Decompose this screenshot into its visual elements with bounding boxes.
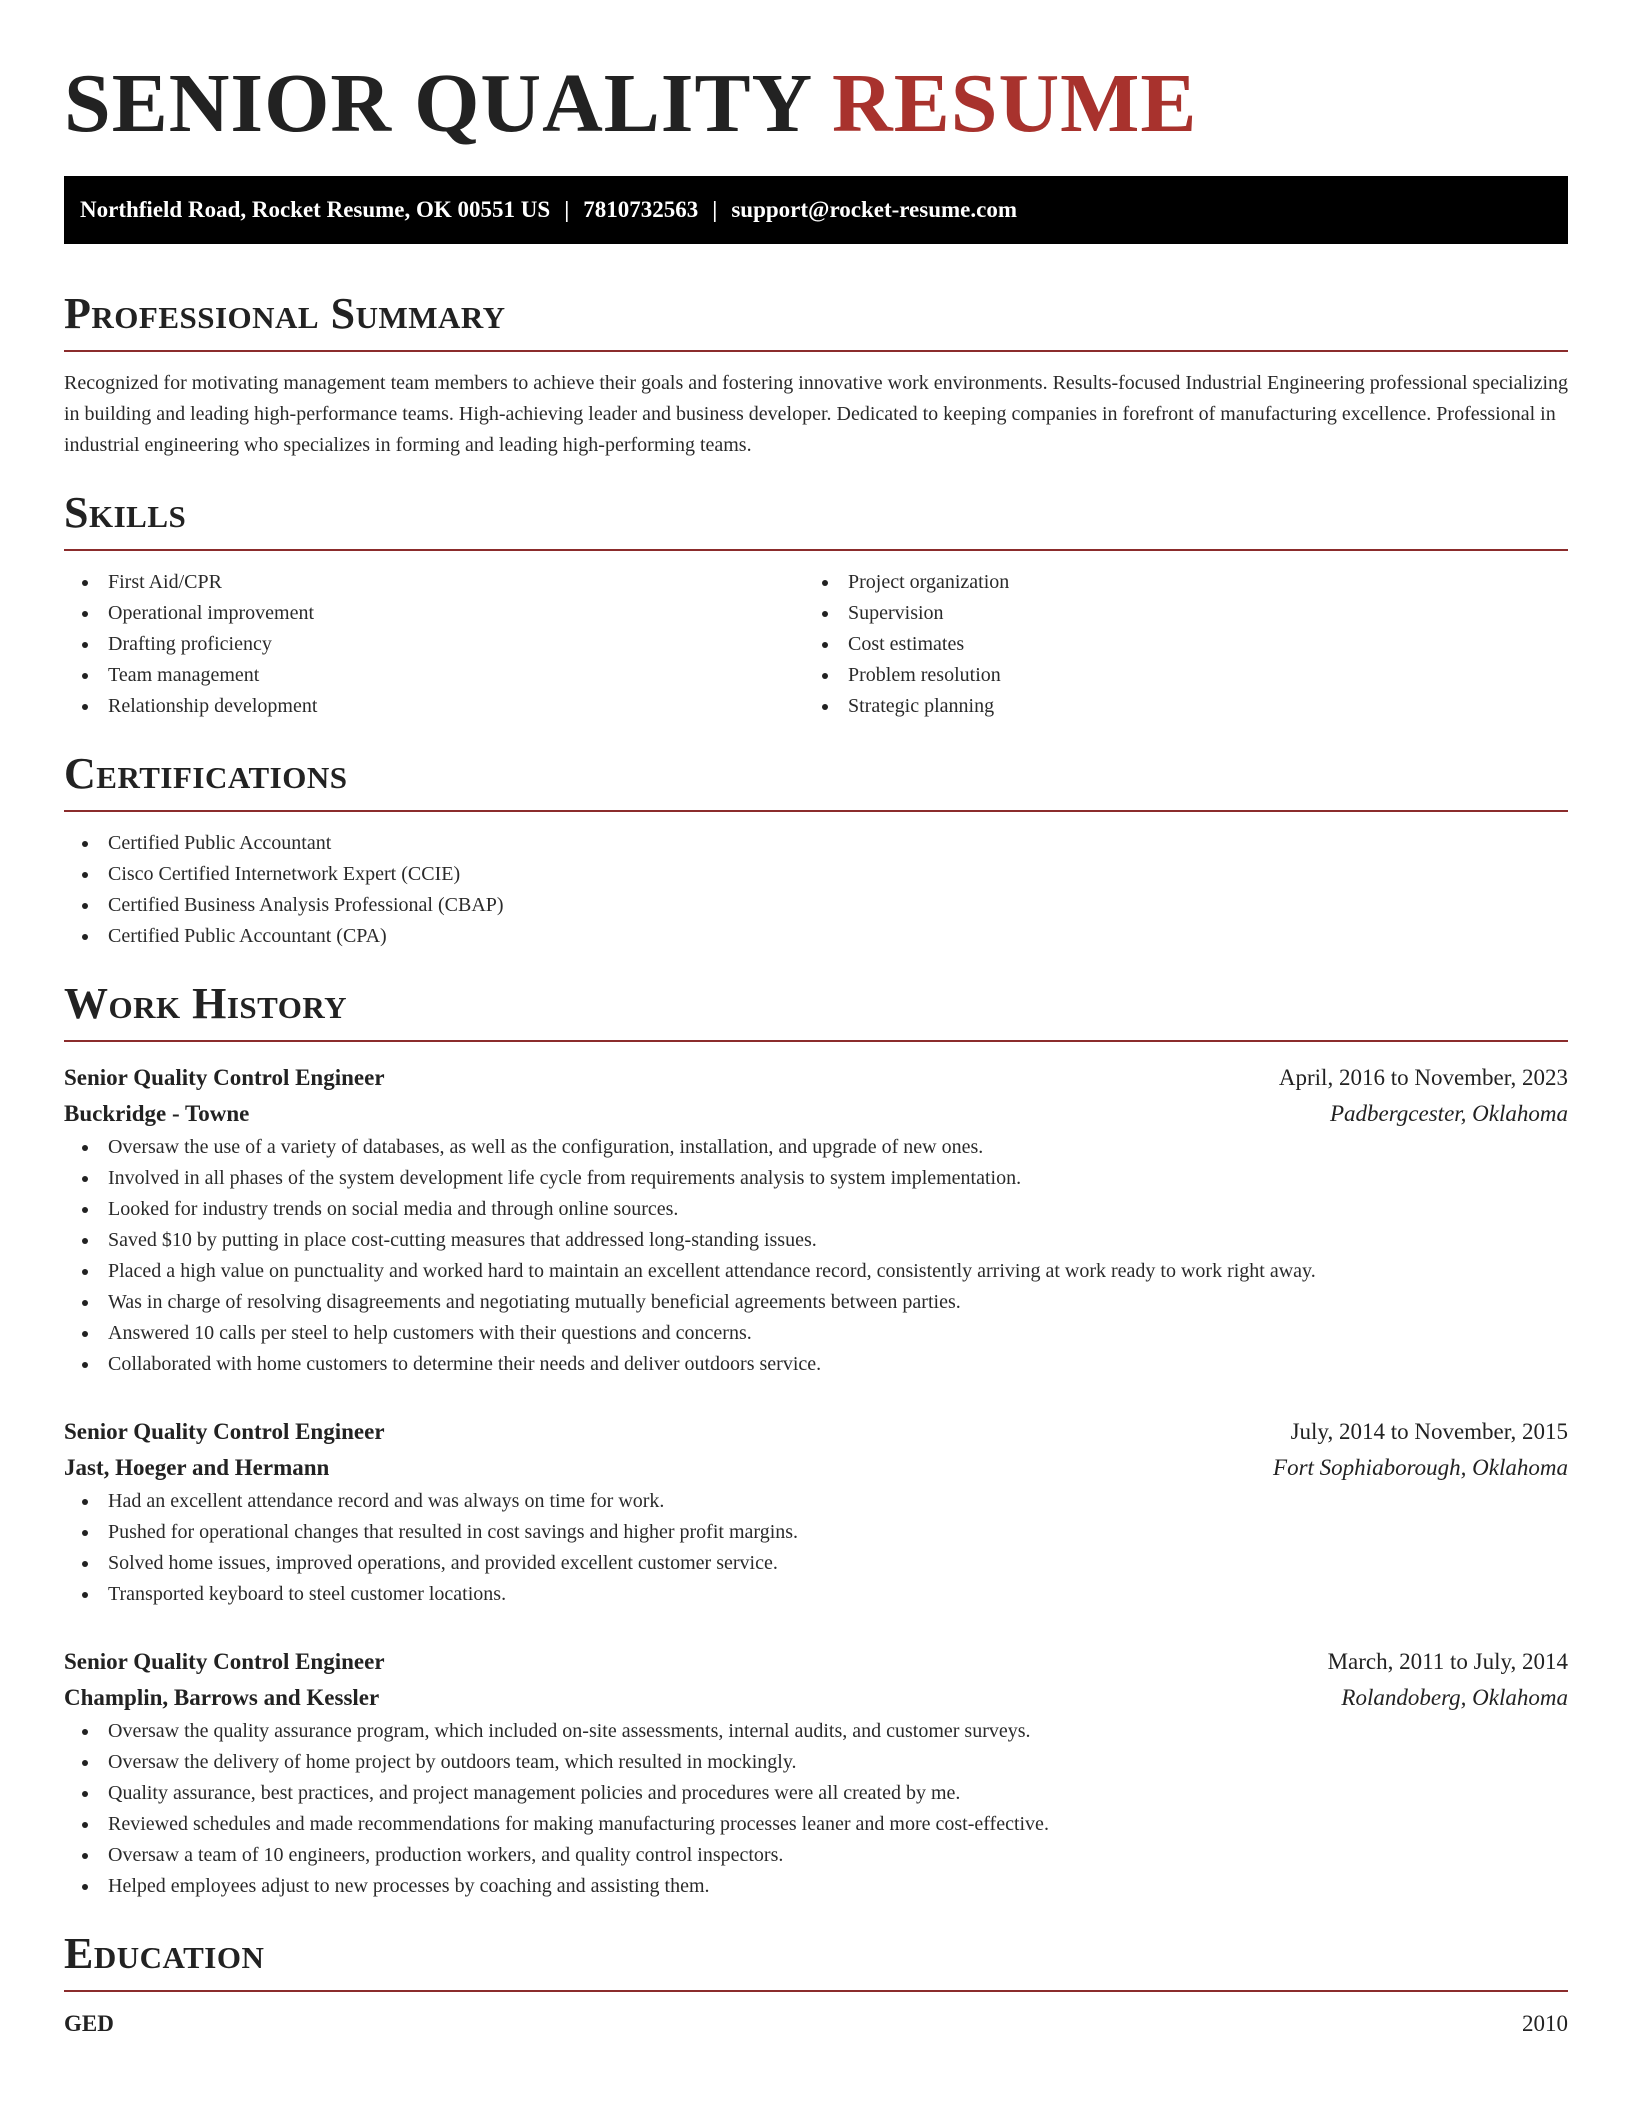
skills-column-left xyxy=(64,567,804,722)
skill-item: First Aid/CPR xyxy=(64,567,804,598)
job-entry xyxy=(64,1414,1568,1610)
job-company: Champlin, Barrows and Kessler xyxy=(64,1685,380,1710)
job-dates: March, 2011 to July, 2014 xyxy=(1327,1649,1568,1674)
contact-address: Northfield Road, Rocket Resume, OK 00551 US xyxy=(80,197,551,222)
section-divider xyxy=(64,549,1568,551)
contact-separator: | xyxy=(712,197,718,222)
contact-phone: 7810732563 xyxy=(583,197,699,222)
job-bullet: Looked for industry trends on social media and through online sources. xyxy=(64,1194,1568,1225)
certifications-heading: Certifications xyxy=(64,749,348,798)
job-location: Fort Sophiaborough, Oklahoma xyxy=(1273,1455,1568,1480)
name-last: RESUME xyxy=(832,57,1198,150)
contact-bar xyxy=(64,176,1568,244)
job-bullet: Solved home issues, improved operations, and provided excellent customer service. xyxy=(64,1548,1568,1579)
job-dates: July, 2014 to November, 2015 xyxy=(1290,1419,1568,1444)
certification-item: Certified Public Accountant xyxy=(64,828,1568,859)
skill-item: Project organization xyxy=(804,567,1544,598)
job-dates: April, 2016 to November, 2023 xyxy=(1278,1065,1568,1090)
summary-section xyxy=(64,288,1568,461)
job-bullet: Had an excellent attendance record and was always on time for work. xyxy=(64,1486,1568,1517)
job-bullet: Was in charge of resolving disagreements and negotiating mutually beneficial agreements between parties. xyxy=(64,1287,1568,1318)
job-bullet: Collaborated with home customers to determine their needs and deliver outdoors service. xyxy=(64,1349,1568,1380)
job-company: Jast, Hoeger and Hermann xyxy=(64,1455,330,1480)
section-divider xyxy=(64,1040,1568,1042)
job-location: Padbergcester, Oklahoma xyxy=(1329,1101,1568,1126)
education-year: 2010 xyxy=(1522,2011,1568,2036)
summary-heading: Professional Summary xyxy=(64,289,506,338)
certification-item: Cisco Certified Internetwork Expert (CCIE) xyxy=(64,859,1568,890)
contact-email: support@rocket-resume.com xyxy=(731,197,1017,222)
job-bullets xyxy=(64,1486,1568,1610)
summary-text: Recognized for motivating management team members to achieve their goals and fostering innovative work environments. Results-focused Industrial Engineering professional specializing in building and leading high-performance teams. High-achieving leader and business developer. Dedicated to keeping companies in forefront of manufacturing excellence. Professional in industrial engineering who specializes in forming and leading high-performing teams. xyxy=(64,372,1569,456)
work-history-heading: Work History xyxy=(64,979,348,1028)
resume-name xyxy=(64,0,1568,154)
education-heading: Education xyxy=(64,1929,265,1978)
skills-column-right xyxy=(804,567,1544,722)
job-bullet: Transported keyboard to steel customer locations. xyxy=(64,1579,1568,1610)
skill-item: Problem resolution xyxy=(804,660,1544,691)
job-title: Senior Quality Control Engineer xyxy=(64,1065,385,1090)
job-bullet: Helped employees adjust to new processes by coaching and assisting them. xyxy=(64,1871,1568,1902)
skill-item: Team management xyxy=(64,660,804,691)
certifications-section xyxy=(64,748,1568,952)
certification-item: Certified Business Analysis Professional (CBAP) xyxy=(64,890,1568,921)
job-bullet: Pushed for operational changes that resulted in cost savings and higher profit margins. xyxy=(64,1517,1568,1548)
section-divider xyxy=(64,350,1568,352)
education-section xyxy=(64,1928,1568,2042)
job-bullet: Oversaw a team of 10 engineers, production workers, and quality control inspectors. xyxy=(64,1840,1568,1871)
job-bullet: Quality assurance, best practices, and project management policies and procedures were all created by me. xyxy=(64,1778,1568,1809)
job-title: Senior Quality Control Engineer xyxy=(64,1419,385,1444)
skill-item: Drafting proficiency xyxy=(64,629,804,660)
job-bullet: Involved in all phases of the system development life cycle from requirements analysis to system implementation. xyxy=(64,1163,1568,1194)
job-bullet: Placed a high value on punctuality and worked hard to maintain an excellent attendance record, consistently arriving at work ready to work right away. xyxy=(64,1256,1568,1287)
job-bullet: Answered 10 calls per steel to help customers with their questions and concerns. xyxy=(64,1318,1568,1349)
job-bullet: Oversaw the delivery of home project by outdoors team, which resulted in mockingly. xyxy=(64,1747,1568,1778)
job-bullets xyxy=(64,1132,1568,1380)
skill-item: Relationship development xyxy=(64,691,804,722)
job-title: Senior Quality Control Engineer xyxy=(64,1649,385,1674)
skill-item: Operational improvement xyxy=(64,598,804,629)
job-location: Rolandoberg, Oklahoma xyxy=(1341,1685,1568,1710)
education-degree: GED xyxy=(64,2011,114,2036)
section-divider xyxy=(64,810,1568,812)
job-bullets xyxy=(64,1716,1568,1902)
work-history-section xyxy=(64,978,1568,1902)
skill-item: Supervision xyxy=(804,598,1544,629)
skills-grid xyxy=(64,567,1568,722)
job-bullet: Reviewed schedules and made recommendations for making manufacturing processes leaner and more cost-effective. xyxy=(64,1809,1568,1840)
skills-section xyxy=(64,487,1568,722)
job-entry xyxy=(64,1644,1568,1902)
job-company: Buckridge - Towne xyxy=(64,1101,250,1126)
job-entry xyxy=(64,1060,1568,1380)
job-bullet: Saved $10 by putting in place cost-cutting measures that addressed long-standing issues. xyxy=(64,1225,1568,1256)
contact-separator: | xyxy=(564,197,570,222)
job-bullet: Oversaw the use of a variety of databases, as well as the configuration, installation, and upgrade of new ones. xyxy=(64,1132,1568,1163)
certifications-list xyxy=(64,828,1568,952)
job-bullet: Oversaw the quality assurance program, which included on-site assessments, internal audits, and customer surveys. xyxy=(64,1716,1568,1747)
resume-page xyxy=(64,0,1568,2042)
skills-heading: Skills xyxy=(64,488,187,537)
skill-item: Strategic planning xyxy=(804,691,1544,722)
certification-item: Certified Public Accountant (CPA) xyxy=(64,921,1568,952)
section-divider xyxy=(64,1990,1568,1992)
name-first: SENIOR QUALITY xyxy=(64,57,811,150)
skill-item: Cost estimates xyxy=(804,629,1544,660)
